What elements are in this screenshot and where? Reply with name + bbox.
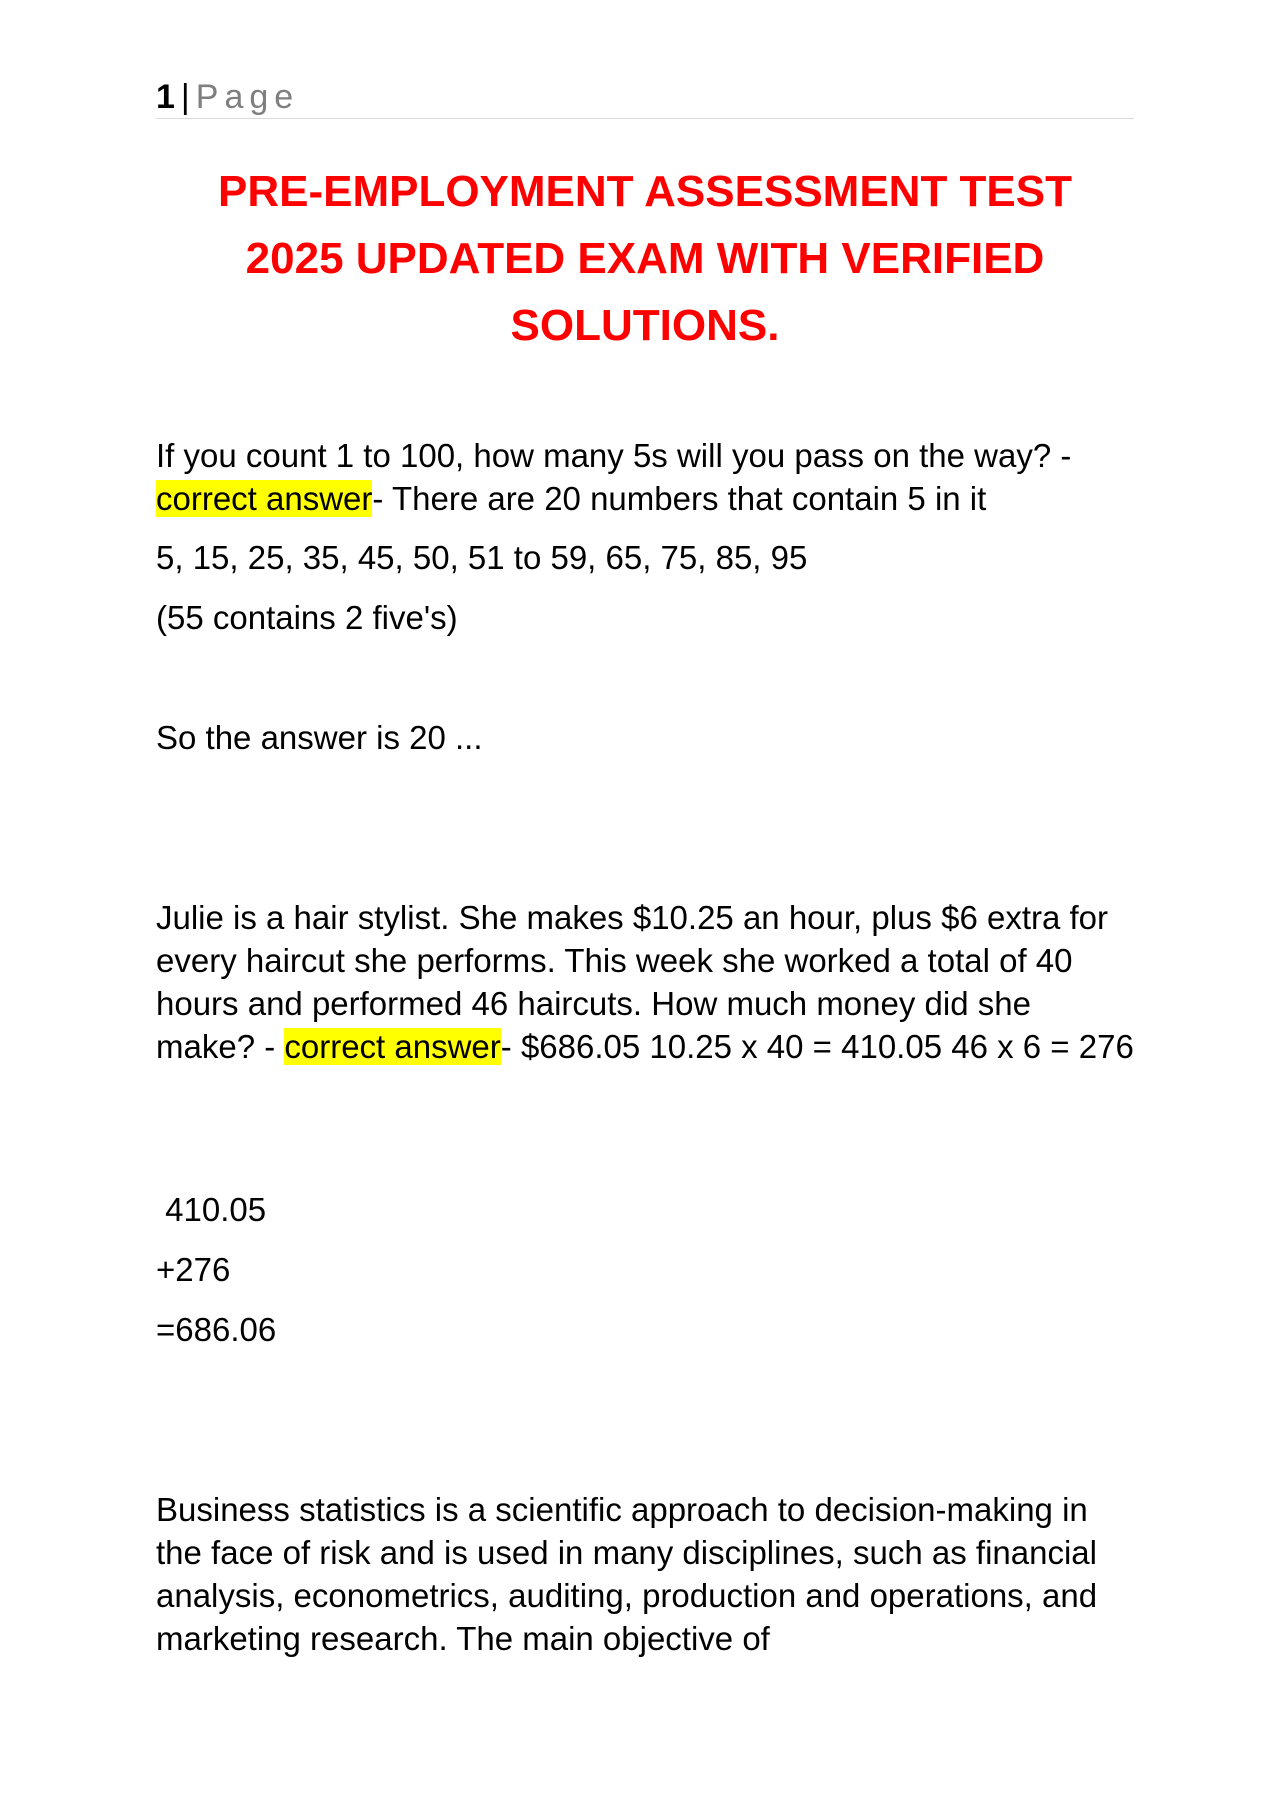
document-title [156,158,1134,359]
q2-calc-line-2: +276 [156,1251,231,1288]
q2-calc-line-3: =686.06 [156,1311,277,1348]
q3-paragraph: Business statistics is a scientific approach to decision-making in the face of risk and is used in many disciplines, such as financial analysis, econometrics, auditing, production and operations, and marketing research. The main objective of [156,1491,1098,1657]
q1-answer-text: - There are 20 numbers that contain 5 in it [372,480,987,517]
title-line-3: SOLUTIONS. [510,301,780,350]
header-separator: | [180,78,190,116]
q2-paragraph [156,896,1134,1068]
q2-calc-line-1: 410.05 [156,1191,267,1228]
page-number: 1 [156,78,175,116]
q2-answer-text: - $686.05 10.25 x 40 = 410.05 46 x 6 = 276 [500,1028,1134,1065]
q2-answer-label: correct answer [284,1028,501,1065]
q1-number-list: 5, 15, 25, 35, 45, 50, 51 to 59, 65, 75, 85, 95 [156,539,808,576]
q1-paragraph [156,434,1134,520]
title-line-1: PRE-EMPLOYMENT ASSESSMENT TEST [217,167,1072,216]
q1-conclusion: So the answer is 20 ... [156,719,483,756]
title-line-2: 2025 UPDATED EXAM WITH VERIFIED [245,234,1045,283]
page-header [156,76,1134,119]
q1-note: (55 contains 2 five's) [156,599,458,636]
q1-question: If you count 1 to 100, how many 5s will you pass on the way? - [156,437,1072,474]
page-word: Page [195,78,300,116]
q2-question: Julie is a hair stylist. She makes $10.25 an hour, plus $6 extra for every haircut she performs. This week she worked a total of 40 hours and performed 46 haircuts. How much money did she make? - [156,899,1109,1065]
q1-answer-label: correct answer [156,480,373,517]
